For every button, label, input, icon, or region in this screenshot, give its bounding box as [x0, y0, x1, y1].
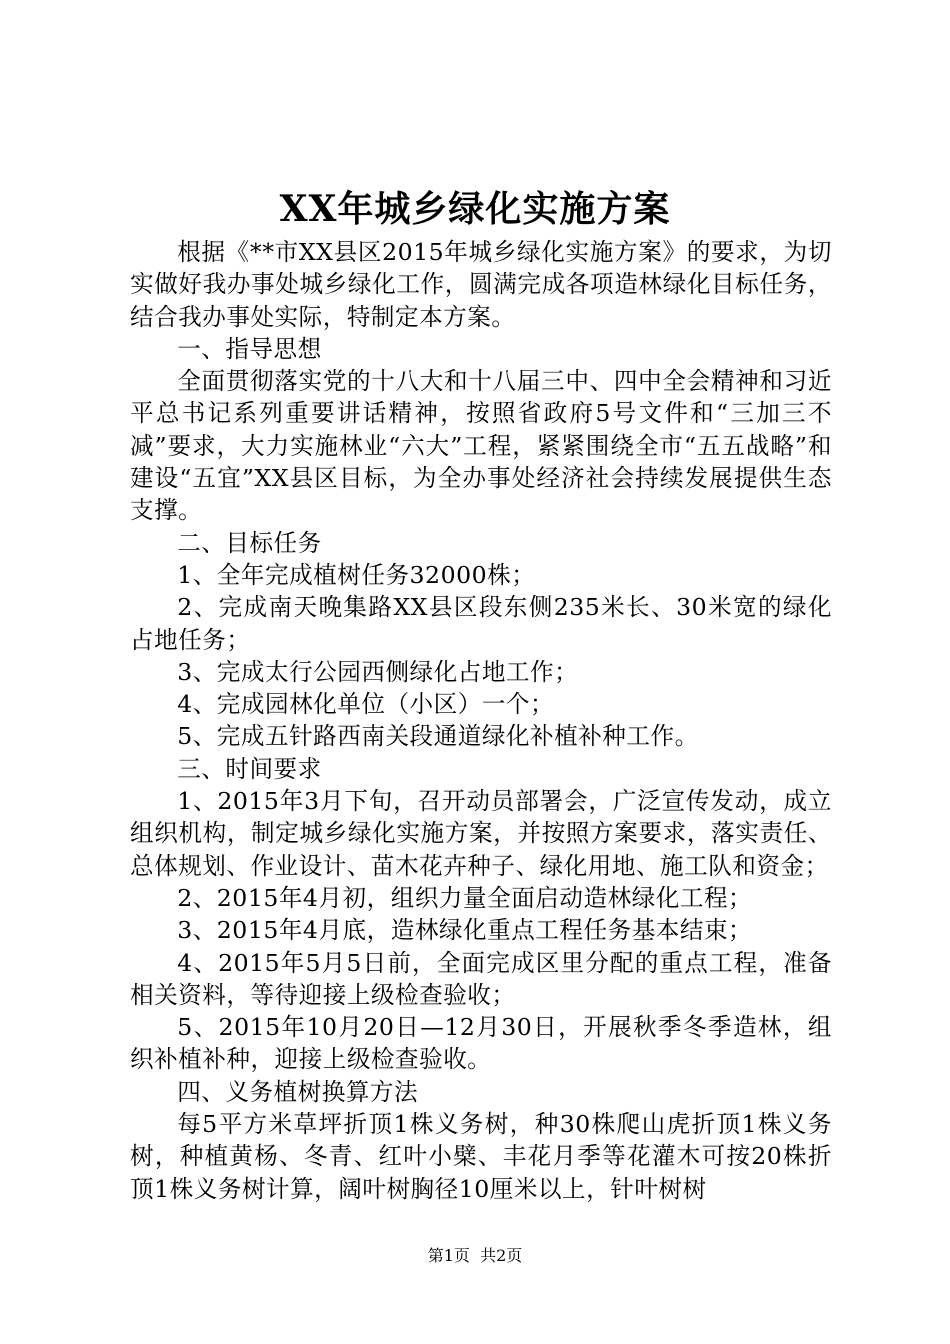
schedule-item: 3、2015年4月底，造林绿化重点工程任务基本结束； [177, 916, 753, 945]
schedule-item: 4、2015年5月5日前，全面完成区里分配的重点工程，准备相关资料，等待迎接上级检查验收； [130, 948, 832, 1009]
schedule-item: 2、2015年4月初，组织力量全面启动造林绿化工程； [177, 883, 753, 912]
schedule-item: 1、2015年3月下旬，召开动员部署会，广泛宣传发动，成立组织机构，制定城乡绿化实施方案，并按照方案要求，落实责任、总体规划、作业设计、苗木花卉种子、绿化用地、施工队和资金； [130, 787, 832, 880]
section-heading-conversion: 四、义务植树换算方法 [177, 1077, 419, 1106]
document-body [130, 236, 832, 1205]
guiding-thought-paragraph: 全面贯彻落实党的十八大和十八届三中、四中全会精神和习近平总书记系列重要讲话精神，按照省政府5号文件和“三加三不减”要求，大力实施林业“六大”工程，紧紧围绕全市“五五战略”和建设“五宜”XX县区目标，为全办事处经济社会持续发展提供生态支撑。 [130, 367, 832, 525]
section-heading-guiding-thought: 一、指导思想 [177, 334, 322, 363]
document-title: XX年城乡绿化实施方案 [279, 188, 671, 230]
conversion-paragraph: 每5平方米草坪折顶1株义务树，种30株爬山虎折顶1株义务树，种植黄杨、冬青、红叶小檗、丰花月季等花灌木可按20株折顶1株义务树计算，阔叶树胸径10厘米以上，针叶树树 [130, 1110, 832, 1203]
intro-paragraph: 根据《**市XX县区2015年城乡绿化实施方案》的要求，为切实做好我办事处城乡绿化工作，圆满完成各项造林绿化目标任务，结合我办事处实际，特制定本方案。 [130, 238, 832, 331]
section-heading-schedule: 三、时间要求 [177, 754, 322, 783]
page-footer [0, 1246, 950, 1266]
target-item: 2、完成南天晚集路XX县区段东侧235米长、30米宽的绿化占地任务； [130, 593, 832, 654]
target-item: 4、完成园林化单位（小区）一个； [177, 690, 555, 719]
page-number: 第1页 [427, 1246, 470, 1265]
target-item: 3、完成太行公园西侧绿化占地工作； [177, 657, 579, 686]
target-item: 1、全年完成植树任务32000株； [177, 560, 536, 589]
schedule-item: 5、2015年10月20日—12月30日，开展秋季冬季造林，组织补植补种，迎接上级检查验收。 [130, 1013, 832, 1074]
footer-spacer [470, 1246, 480, 1265]
page-total: 共2页 [480, 1246, 523, 1265]
target-item: 5、完成五针路西南关段通道绿化补植补种工作。 [177, 722, 699, 751]
section-heading-targets: 二、目标任务 [177, 528, 322, 557]
